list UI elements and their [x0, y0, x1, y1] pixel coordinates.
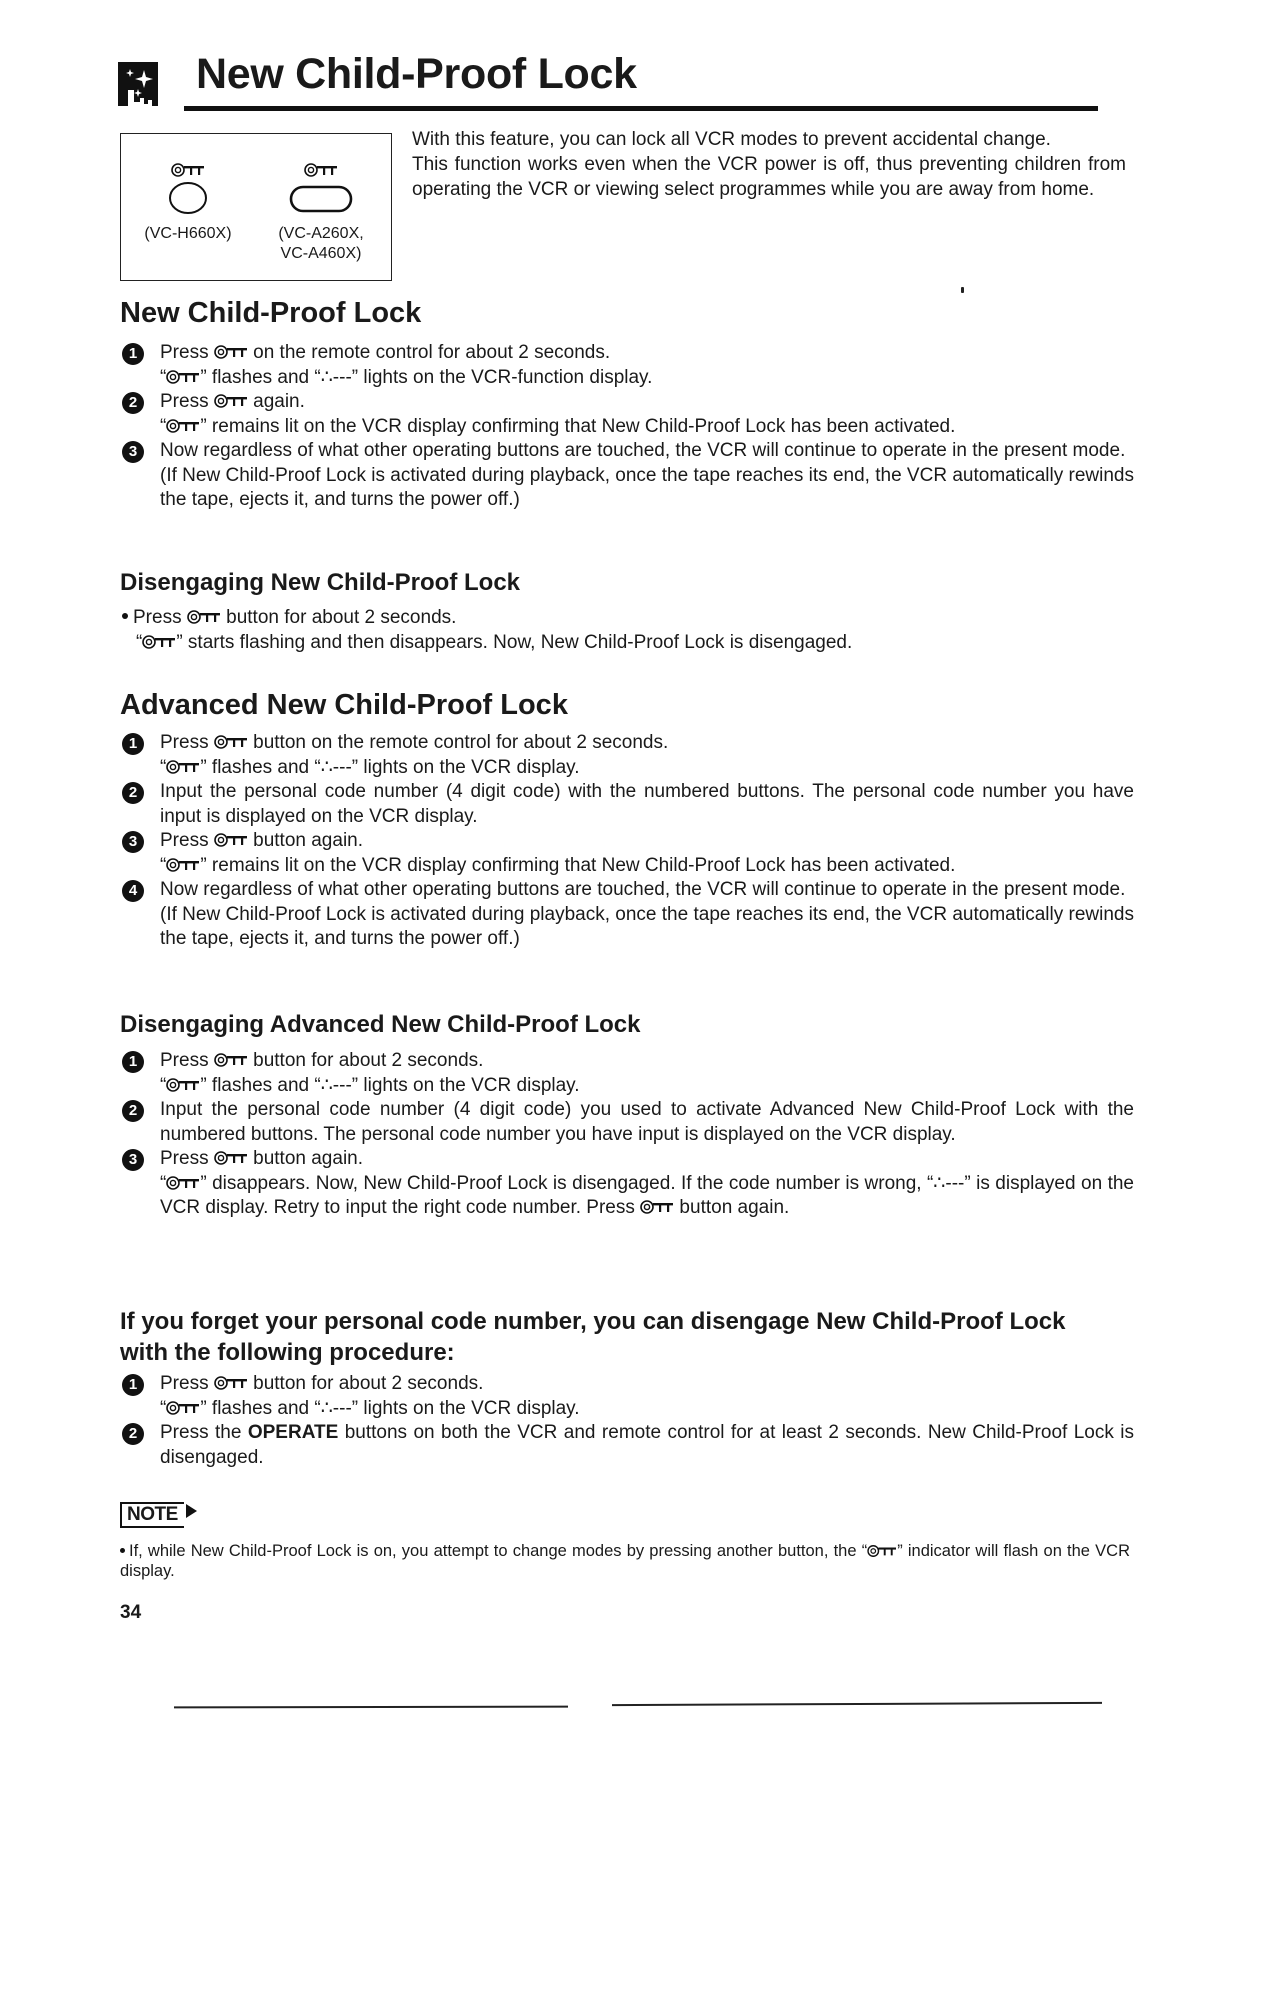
- page-title: New Child-Proof Lock: [196, 50, 637, 98]
- footer-rule-left: [174, 1706, 568, 1709]
- section-heading-advanced: Advanced New Child-Proof Lock: [120, 689, 568, 721]
- step-number: 1: [122, 1374, 144, 1396]
- key-icon: [166, 1400, 200, 1416]
- note-label: NOTE: [120, 1502, 184, 1528]
- key-icon: [166, 1077, 200, 1093]
- key-icon: [640, 1199, 674, 1215]
- key-icon: [214, 344, 248, 360]
- step-number: 2: [122, 1100, 144, 1122]
- bullet-dot: [120, 1548, 125, 1553]
- key-icon: [867, 1544, 897, 1558]
- arrow-right-icon: [186, 1504, 197, 1518]
- step-number: 2: [122, 782, 144, 804]
- model-a260x-a460x: [261, 162, 381, 264]
- step-number: 3: [122, 1149, 144, 1171]
- advanced-steps: [122, 731, 1134, 952]
- step-item: 3 Press button again. “ ” disappears. Now, New Child-Proof Lock is disengaged. If the code number is wrong, “∴---” is displayed on the VCR display. Retry to input the right code number. Press button again.: [122, 1147, 1134, 1221]
- intro-text: [412, 127, 1126, 202]
- key-icon: [299, 162, 343, 178]
- model-h660x: [133, 162, 243, 244]
- model-label: (VC-A260X, VC-A460X): [278, 225, 364, 262]
- intro-paragraph: With this feature, you can lock all VCR modes to prevent accidental change.: [412, 129, 1051, 150]
- note-text: If, while New Child-Proof Lock is on, you attempt to change modes by pressing another button, the “ ” indicator will flash on the VCR display.: [120, 1542, 1130, 1580]
- key-icon: [214, 1150, 248, 1166]
- step-number: 4: [122, 880, 144, 902]
- oval-button-icon: [286, 178, 356, 218]
- step-number: 3: [122, 441, 144, 463]
- step-item: 1 Press button for about 2 seconds. “ ” flashes and “∴---” lights on the VCR display.: [122, 1049, 1134, 1098]
- section-heading-disengage: Disengaging New Child-Proof Lock: [120, 569, 521, 596]
- step-number: 1: [122, 343, 144, 365]
- step-item: 3 Now regardless of what other operating buttons are touched, the VCR will continue to operate in the present mode. (If New Child-Proof Lock is activated during playback, once the tape reaches its end, the VCR automatically rewinds the tape, ejects it, and turns the power off.): [122, 439, 1134, 513]
- step-number: 1: [122, 733, 144, 755]
- key-icon: [166, 369, 200, 385]
- step-item: 1 Press button on the remote control for about 2 seconds. “ ” flashes and “∴---” lights on the VCR display.: [122, 731, 1134, 780]
- step-number: 2: [122, 392, 144, 414]
- lock-steps: [122, 341, 1134, 513]
- step-item: 4 Now regardless of what other operating buttons are touched, the VCR will continue to operate in the present mode. (If New Child-Proof Lock is activated during playback, once the tape reaches its end, the VCR automatically rewinds the tape, ejects it, and turns the power off.): [122, 878, 1134, 952]
- step-number: 2: [122, 1423, 144, 1445]
- key-icon: [214, 734, 248, 750]
- step-item: 2 Input the personal code number (4 digit code) with the numbered buttons. The personal code number you have input is displayed on the VCR display.: [122, 780, 1134, 829]
- title-underline: [184, 106, 1098, 111]
- key-icon: [187, 609, 221, 625]
- model-illustration-box: [120, 133, 392, 281]
- page-number: 34: [120, 1602, 142, 1623]
- forgot-code-steps: [122, 1372, 1134, 1470]
- key-icon: [214, 1375, 248, 1391]
- disengage-advanced-steps: [122, 1049, 1134, 1221]
- section-heading-lock: New Child-Proof Lock: [120, 297, 422, 329]
- section-heading-forgot-code: If you forget your personal code number, you can disengage New Child-Proof Lock with the following procedure:: [120, 1308, 1066, 1366]
- step-item: 2 Press the OPERATE buttons on both the VCR and remote control for at least 2 seconds. New Child-Proof Lock is disengaged.: [122, 1421, 1134, 1470]
- step-number: 1: [122, 1051, 144, 1073]
- key-icon: [214, 393, 248, 409]
- step-item: 2 Input the personal code number (4 digit code) you used to activate Advanced New Child-Proof Lock with the numbered buttons. The personal code number you have input is displayed on the VCR display.: [122, 1098, 1134, 1147]
- step-number: 3: [122, 831, 144, 853]
- step-item: 1 Press on the remote control for about 2 seconds. “ ” flashes and “∴---” lights on the VCR-function display.: [122, 341, 1134, 390]
- model-label: (VC-H660X): [144, 225, 232, 242]
- intro-paragraph: This function works even when the VCR power is off, thus preventing children from operating the VCR or viewing select programmes while you are away from home.: [412, 154, 1126, 200]
- key-icon: [166, 857, 200, 873]
- operate-label: OPERATE: [247, 1422, 339, 1443]
- bullet-item: Press button for about 2 seconds. “ ” starts flashing and then disappears. Now, New Child-Proof Lock is disengaged.: [122, 606, 1134, 655]
- section-heading-disengage-advanced: Disengaging Advanced New Child-Proof Lock: [120, 1011, 641, 1038]
- sparkle-finger-icon: [118, 56, 158, 106]
- step-item: 3 Press button again. “ ” remains lit on the VCR display confirming that New Child-Proof Lock has been activated.: [122, 829, 1134, 878]
- key-icon: [214, 1052, 248, 1068]
- key-icon: [142, 634, 176, 650]
- key-icon: [166, 1175, 200, 1191]
- key-icon: [166, 759, 200, 775]
- disengage-steps: [122, 606, 1134, 655]
- print-mark: [961, 287, 964, 293]
- bullet-dot: [122, 613, 128, 619]
- step-item: 1 Press button for about 2 seconds. “ ” flashes and “∴---” lights on the VCR display.: [122, 1372, 1134, 1421]
- footer-rule-right: [612, 1702, 1102, 1706]
- note-tag: [120, 1502, 197, 1528]
- key-icon: [166, 418, 200, 434]
- key-icon: [166, 162, 210, 178]
- step-item: 2 Press again. “ ” remains lit on the VCR display confirming that New Child-Proof Lock has been activated.: [122, 390, 1134, 439]
- key-icon: [214, 832, 248, 848]
- round-button-icon: [166, 178, 210, 218]
